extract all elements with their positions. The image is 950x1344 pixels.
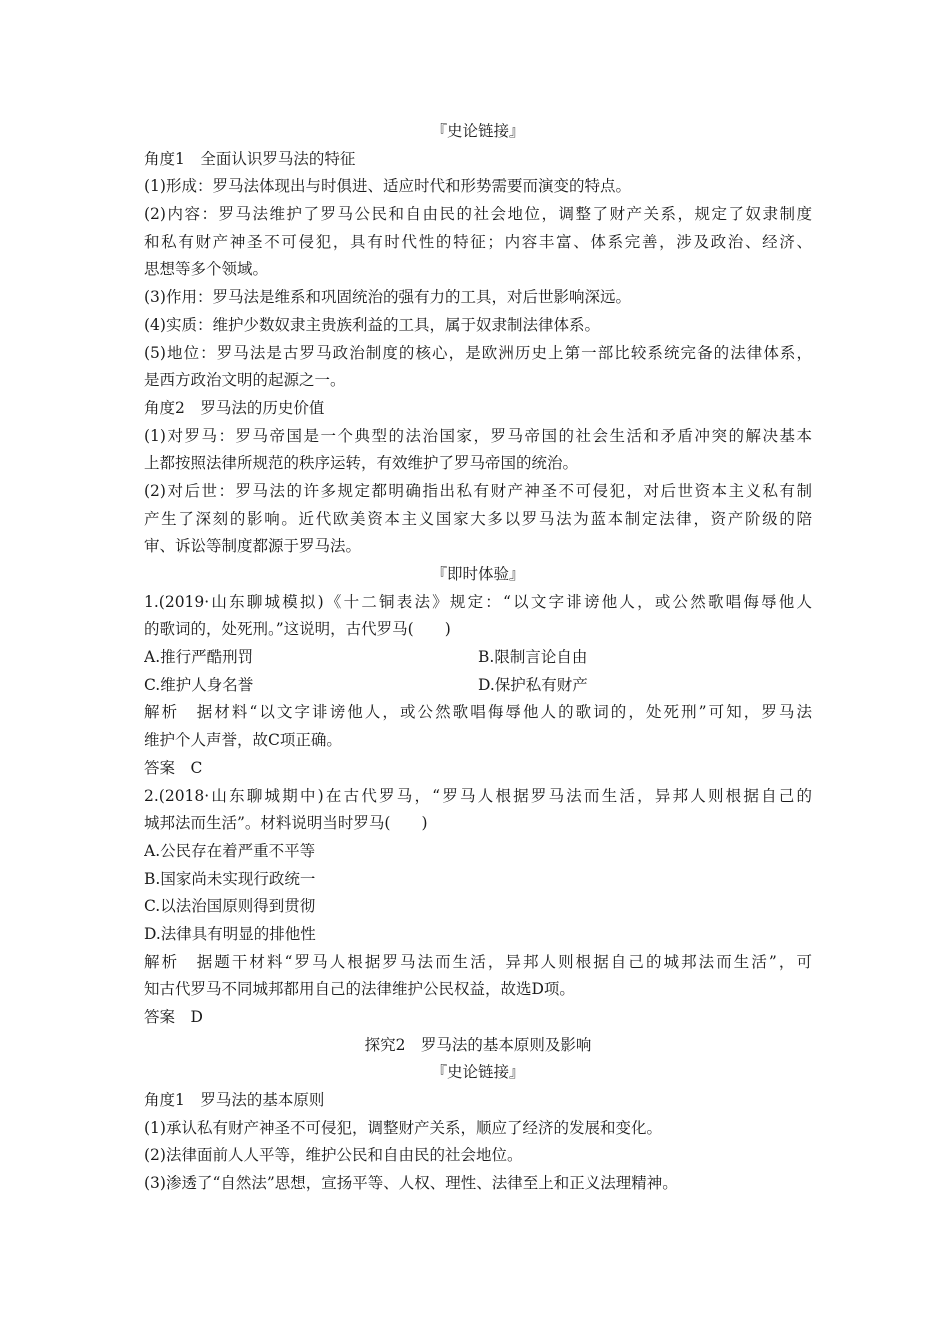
question-stem: 1.(2019·山东聊城模拟)《十二铜表法》规定：“以文字诽谤他人，或公然歌唱侮辱他人 [144, 592, 812, 611]
text-line: (1)对罗马：罗马帝国是一个典型的法治国家，罗马帝国的社会生活和矛盾冲突的解决基本 [144, 426, 812, 445]
option-c: C.维护人身名誉 [144, 675, 254, 694]
section-heading: 『史论链接』 [431, 122, 525, 140]
option-row [144, 672, 812, 700]
text-line: (4)实质：维护少数奴隶主贵族利益的工具，属于奴隶制法律体系。 [144, 315, 600, 334]
text-line: 和私有财产神圣不可侵犯，具有时代性的特征；内容丰富、体系完善，涉及政治、经济、 [144, 232, 812, 251]
text-line: (3)渗透了“自然法”思想，宣扬平等、人权、理性、法律至上和正义法理精神。 [144, 1174, 678, 1193]
text-line: 审、诉讼等制度都源于罗马法。 [144, 537, 362, 556]
question-stem: 城邦法而生活”。材料说明当时罗马( ) [144, 814, 428, 833]
text-line: 思想等多个领域。 [144, 260, 269, 279]
answer-line: 答案 D [144, 1008, 203, 1026]
text-line: (1)承认私有财产神圣不可侵犯，调整财产关系，顺应了经济的发展和变化。 [144, 1118, 662, 1137]
question-stem: 的歌词的，处死刑。”这说明，古代罗马( ) [144, 620, 451, 639]
explore-title: 探究2 罗马法的基本原则及影响 [364, 1035, 592, 1054]
analysis-line: 解析 据材料“以文字诽谤他人，或公然歌唱侮辱他人的歌词的，处死刑”可知，罗马法 [144, 703, 812, 722]
analysis-line: 维护个人声誉，故C项正确。 [144, 731, 342, 750]
option-b: B.国家尚未实现行政统一 [144, 869, 316, 888]
text-line: 产生了深刻的影响。近代欧美资本主义国家大多以罗马法为蓝本制定法律，资产阶级的陪 [144, 509, 812, 528]
section-heading: 『即时体验』 [431, 565, 525, 583]
text-line: (2)对后世：罗马法的许多规定都明确指出私有财产神圣不可侵犯，对后世资本主义私有制 [144, 481, 812, 500]
option-d: D.保护私有财产 [478, 675, 588, 694]
section-heading: 『史论链接』 [431, 1063, 525, 1082]
analysis-line: 解析 据题干材料“罗马人根据罗马法而生活，异邦人则根据自己的城邦法而生活”，可 [144, 952, 812, 971]
option-row [144, 644, 812, 672]
document-body [144, 118, 812, 1198]
angle-title: 角度1 全面认识罗马法的特征 [144, 149, 356, 168]
text-line: (2)法律面前人人平等，维护公民和自由民的社会地位。 [144, 1146, 523, 1165]
text-line: (1)形成：罗马法体现出与时俱进、适应时代和形势需要而演变的特点。 [144, 177, 631, 196]
option-c: C.以法治国原则得到贯彻 [144, 897, 316, 916]
text-line: 是西方政治文明的起源之一。 [144, 371, 346, 390]
question-stem: 2.(2018·山东聊城期中)在古代罗马，“罗马人根据罗马法而生活，异邦人则根据自己的 [144, 786, 812, 805]
option-b: B.限制言论自由 [478, 648, 588, 667]
text-line: (2)内容：罗马法维护了罗马公民和自由民的社会地位，调整了财产关系，规定了奴隶制度 [144, 205, 812, 224]
text-line: 上都按照法律所规范的秩序运转，有效维护了罗马帝国的统治。 [144, 454, 579, 473]
answer-line: 答案 C [144, 758, 203, 777]
text-line: (5)地位：罗马法是古罗马政治制度的核心，是欧洲历史上第一部比较系统完备的法律体系， [144, 343, 812, 362]
option-d: D.法律具有明显的排他性 [144, 924, 316, 943]
option-a: A.推行严酷刑罚 [144, 648, 254, 667]
option-a: A.公民存在着严重不平等 [144, 841, 316, 860]
text-line: (3)作用：罗马法是维系和巩固统治的强有力的工具，对后世影响深远。 [144, 288, 631, 307]
angle-title: 角度2 罗马法的历史价值 [144, 398, 325, 417]
angle-title: 角度1 罗马法的基本原则 [144, 1091, 325, 1110]
analysis-line: 知古代罗马不同城邦都用自己的法律维护公民权益，故选D项。 [144, 980, 575, 999]
